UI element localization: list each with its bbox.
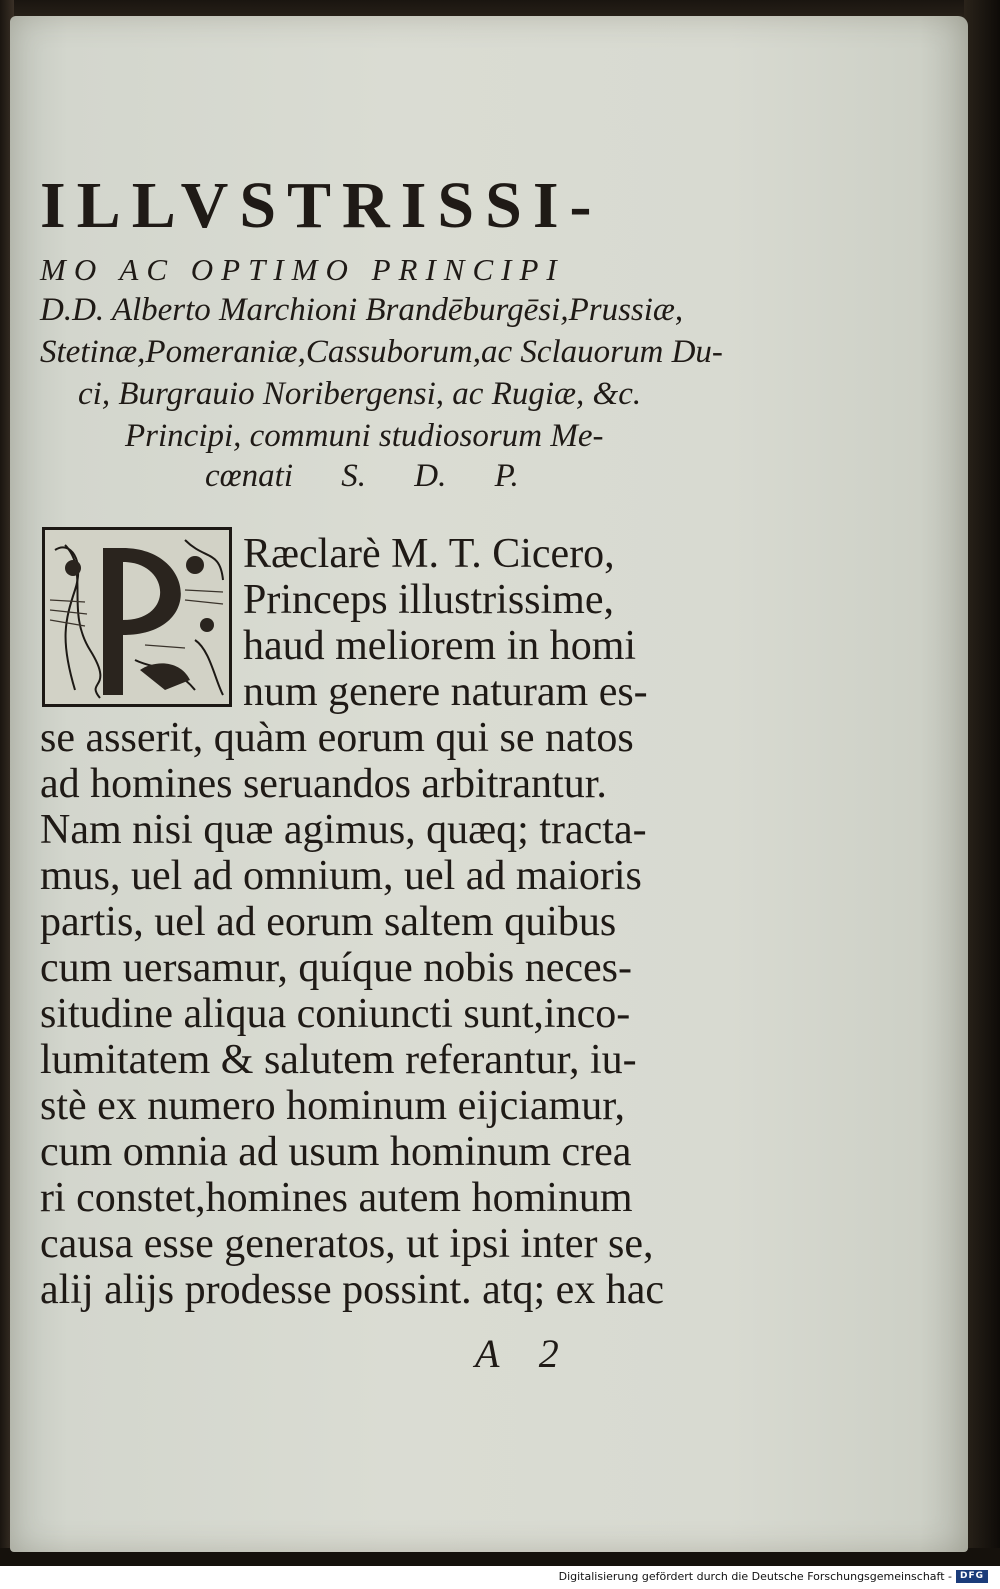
body-line-5: se asserit, quàm eorum qui se natos bbox=[40, 715, 634, 761]
body-line-12: lumitatem & salutem referantur, iu- bbox=[40, 1037, 637, 1083]
funding-credit: Digitalisierung gefördert durch die Deutsche Forschungsgemeinschaft - bbox=[558, 1570, 952, 1583]
body-line-17: alij alijs prodesse possint. atq; ex hac bbox=[40, 1267, 665, 1313]
scan-edge-right bbox=[964, 0, 1000, 1560]
dfg-logo: DFG bbox=[956, 1570, 988, 1583]
heading-line-2: MO AC OPTIMO PRINCIPI bbox=[40, 252, 565, 287]
body-line-15: ri constet,homines autem hominum bbox=[40, 1175, 633, 1221]
body-line-9: partis, uel ad eorum saltem quibus bbox=[40, 899, 617, 945]
heading-line-7: cœnati S. D. P. bbox=[205, 458, 519, 494]
heading-line-5: ci, Burgrauio Noribergensi, ac Rugiæ, &c. bbox=[78, 376, 642, 412]
heading-line-1: ILLVSTRISSI- bbox=[40, 169, 603, 242]
body-line-10: cum uersamur, quíque nobis neces- bbox=[40, 945, 632, 991]
woodcut-initial-illustration bbox=[45, 530, 229, 704]
body-line-14: cum omnia ad usum hominum crea bbox=[40, 1129, 632, 1175]
decorated-initial bbox=[42, 527, 232, 707]
body-line-3: haud meliorem in homi bbox=[243, 623, 637, 669]
body-line-13: stè ex numero hominum eijciamur, bbox=[40, 1083, 626, 1129]
body-line-11: situdine aliqua coniuncti sunt,inco- bbox=[40, 991, 631, 1037]
body-line-6: ad homines seruandos arbitrantur. bbox=[40, 761, 607, 807]
body-line-4: num genere naturam es- bbox=[243, 669, 648, 715]
heading-line-4: Stetinæ,Pomeraniæ,Cassuborum,ac Sclauorum Du- bbox=[40, 334, 723, 370]
body-line-7: Nam nisi quæ agimus, quæq; tracta- bbox=[40, 807, 647, 853]
body-line-1: Ræclarè M. T. Cicero, bbox=[243, 531, 615, 577]
signature-mark: A 2 bbox=[475, 1331, 559, 1376]
heading-line-3: D.D. Alberto Marchioni Brandēburgēsi,Prussiæ, bbox=[40, 292, 684, 328]
heading-line-6: Principi, communi studiosorum Me- bbox=[125, 418, 604, 454]
body-line-8: mus, uel ad omnium, uel ad maioris bbox=[40, 853, 642, 899]
body-line-16: causa esse generatos, ut ipsi inter se, bbox=[40, 1221, 654, 1267]
body-line-2: Princeps illustrissime, bbox=[243, 577, 614, 623]
